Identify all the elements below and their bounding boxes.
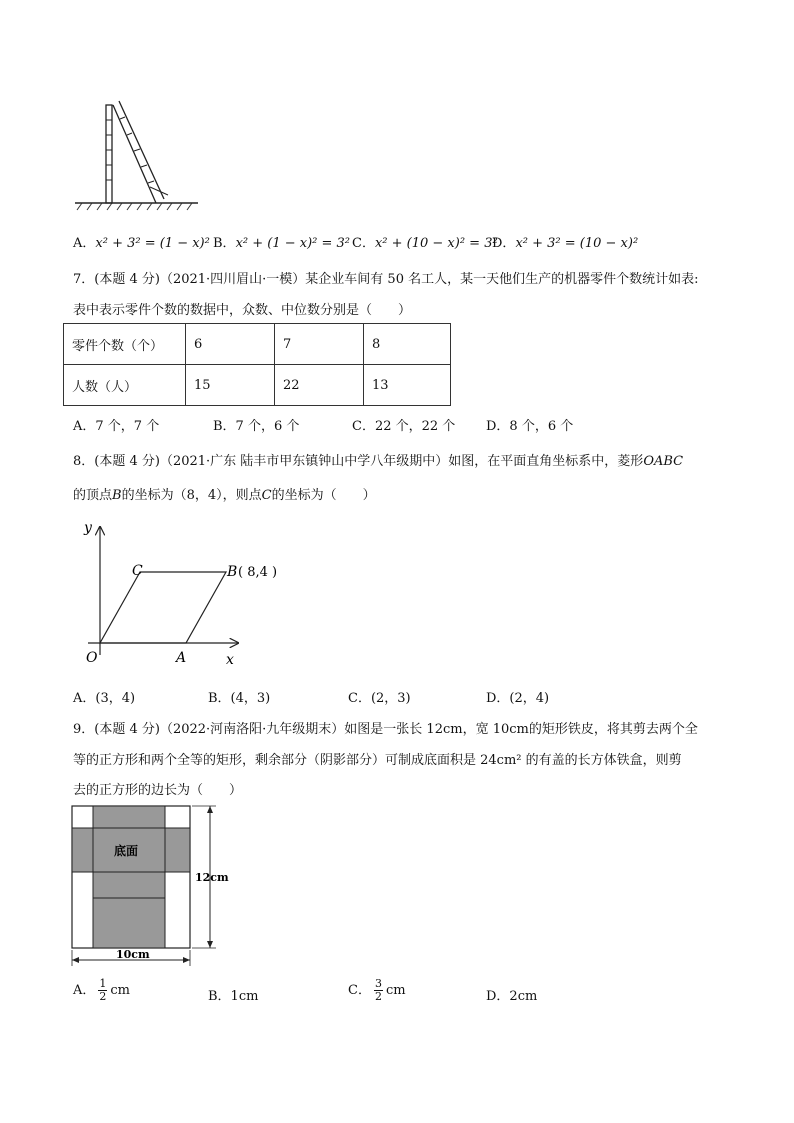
- q9-option-a[interactable]: A． $\frac{1}{2}$ cm: [73, 977, 130, 1003]
- q6-option-c[interactable]: C．x² + (10 − x)² = 3²: [352, 236, 498, 251]
- q8-option-b[interactable]: B．(4，3): [208, 691, 271, 706]
- q6-option-b[interactable]: B．x² + (1 − x)² = 3²: [213, 236, 351, 251]
- table-cell: 6: [186, 324, 275, 365]
- table-cell: 13: [364, 365, 451, 406]
- q9-option-d[interactable]: D．2cm: [486, 989, 538, 1004]
- rhombus-name: OABC: [643, 454, 684, 469]
- q9-stem-line3: 去的正方形的边长为（ ）: [73, 783, 243, 798]
- x-axis-label: x: [226, 652, 234, 668]
- width-label: 10cm: [116, 948, 150, 961]
- point-b-coord: ( 8,4 ): [238, 565, 278, 580]
- rhombus-oabc: [100, 572, 226, 643]
- ladder-figure: [70, 95, 205, 215]
- q9-stem-line1: 9．(本题 4 分)（2022·河南洛阳·九年级期末）如图是一张长 12cm，宽 10cm的矩形铁皮，将其剪去两个全: [73, 722, 698, 737]
- q8-stem-line1: 8．(本题 4 分)（2021·广东 陆丰市甲东镇钟山中学八年级期中）如图，在平面直角坐标系中，菱形OABC: [73, 454, 684, 469]
- q7-option-b[interactable]: B．7 个，6 个: [213, 419, 300, 434]
- q8-option-c[interactable]: C．(2，3): [348, 691, 411, 706]
- q7-option-a[interactable]: A．7 个，7 个: [73, 419, 160, 434]
- q9-option-b[interactable]: B．1cm: [208, 989, 259, 1004]
- q8-option-a[interactable]: A．(3，4): [73, 691, 136, 706]
- fraction-three-halves: $\frac{3}{2}$: [374, 977, 382, 1003]
- q6-option-a[interactable]: A．x² + 3² = (1 − x)²: [73, 236, 210, 251]
- table-cell: 人数（人）: [64, 365, 186, 406]
- q6-option-d[interactable]: D．x² + 3² = (10 − x)²: [492, 236, 639, 251]
- fraction-one-half: $\frac{1}{2}$: [99, 977, 107, 1003]
- base-label: 底面: [114, 844, 139, 858]
- table-row: [64, 324, 451, 365]
- q8-stem-line2: 的顶点B的坐标为（8，4），则点C的坐标为（ ）: [73, 488, 376, 503]
- coordinate-figure: [78, 515, 278, 675]
- table-cell: 7: [275, 324, 364, 365]
- q7-option-d[interactable]: D．8 个，6 个: [486, 419, 574, 434]
- point-a-label: A: [176, 650, 187, 666]
- point-c-label: C: [132, 563, 143, 579]
- iron-sheet-figure: [66, 800, 246, 970]
- q9-option-c[interactable]: C． $\frac{3}{2}$ cm: [348, 977, 406, 1003]
- table-cell: 15: [186, 365, 275, 406]
- q8-option-d[interactable]: D．(2，4): [486, 691, 550, 706]
- q9-stem-line2: 等的正方形和两个全等的矩形，剩余部分（阴影部分）可制成底面积是 24cm² 的有盖的长方体铁盒，则剪: [73, 753, 682, 768]
- table-cell: 22: [275, 365, 364, 406]
- table-cell: 8: [364, 324, 451, 365]
- y-axis-label: y: [84, 520, 92, 536]
- q7-stem-line2: 表中表示零件个数的数据中，众数、中位数分别是（ ）: [73, 303, 412, 318]
- q7-option-c[interactable]: C．22 个，22 个: [352, 419, 456, 434]
- origin-label: O: [86, 650, 98, 666]
- table-row: [64, 365, 451, 406]
- table-cell: 零件个数（个）: [64, 324, 186, 365]
- q7-stem-line1: 7．(本题 4 分)（2021·四川眉山·一模）某企业车间有 50 名工人，某一天他们生产的机器零件个数统计如表:: [73, 272, 699, 287]
- height-label: 12cm: [195, 871, 229, 884]
- point-b-label: B: [227, 564, 238, 580]
- q7-data-table: [63, 323, 451, 406]
